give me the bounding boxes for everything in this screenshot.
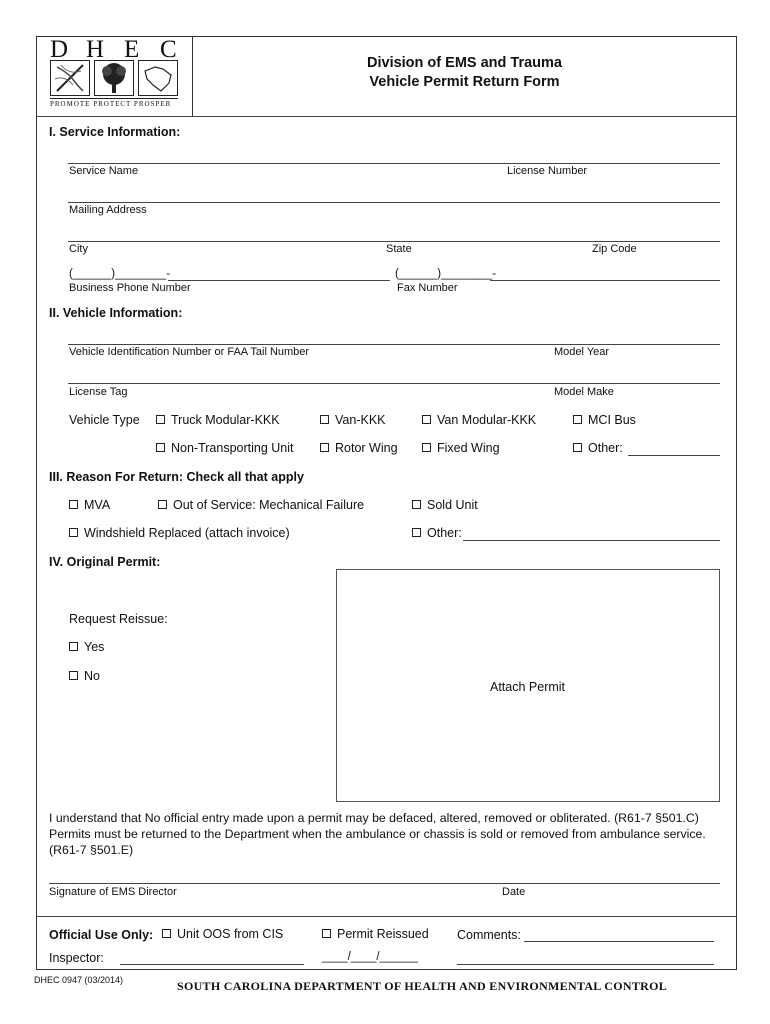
comments-field[interactable] [524, 941, 714, 942]
reason-other-field[interactable] [463, 540, 720, 541]
vin-label: Vehicle Identification Number or FAA Tail Number [69, 346, 310, 358]
checkbox[interactable] [162, 929, 171, 938]
checkbox[interactable] [573, 443, 582, 452]
form-id: DHEC 0947 (03/2014) [34, 975, 124, 985]
comments-field-2[interactable] [457, 964, 714, 965]
option-out-of-service[interactable]: Out of Service: Mechanical Failure [158, 498, 364, 512]
city-state-zip-field[interactable] [68, 241, 720, 242]
section-reason-heading: III. Reason For Return: Check all that apply [49, 470, 304, 484]
official-use-divider [36, 916, 737, 917]
signature-label: Signature of EMS Director [49, 886, 177, 898]
mailing-address-label: Mailing Address [69, 204, 147, 216]
option-rotor-wing[interactable]: Rotor Wing [320, 441, 398, 455]
signature-field[interactable] [49, 883, 720, 884]
checkbox[interactable] [412, 500, 421, 509]
option-mci-bus[interactable]: MCI Bus [573, 413, 636, 427]
section-vehicle-heading: II. Vehicle Information: [49, 306, 183, 320]
service-name-field[interactable] [68, 163, 720, 164]
logo-letter-d: D [50, 36, 69, 63]
checkbox[interactable] [156, 443, 165, 452]
service-name-label: Service Name [69, 165, 139, 177]
logo-panel-right [138, 60, 178, 96]
department-name: SOUTH CAROLINA DEPARTMENT OF HEALTH AND ENVIRONMENTAL CONTROL [176, 979, 668, 993]
model-year-label: Model Year [554, 346, 610, 358]
checkbox[interactable] [320, 415, 329, 424]
palmetto-tree-icon [95, 61, 133, 95]
zip-code-label: Zip Code [592, 243, 637, 255]
option-unit-oos[interactable]: Unit OOS from CIS [162, 927, 283, 941]
city-label: City [69, 243, 88, 255]
option-non-transporting[interactable]: Non-Transporting Unit [156, 441, 294, 455]
fax-number-label: Fax Number [397, 282, 458, 294]
option-permit-reissued[interactable]: Permit Reissued [322, 927, 429, 941]
form-title-line1: Division of EMS and Trauma [367, 55, 562, 71]
option-van-kkk[interactable]: Van-KKK [320, 413, 386, 427]
option-van-modular[interactable]: Van Modular-KKK [422, 413, 536, 427]
checkbox[interactable] [69, 500, 78, 509]
checkbox[interactable] [412, 528, 421, 537]
section-permit-heading: IV. Original Permit: [49, 555, 161, 569]
license-number-label: License Number [507, 165, 588, 177]
state-map-icon [139, 61, 177, 95]
option-truck-modular[interactable]: Truck Modular-KKK [156, 413, 280, 427]
vehicle-other-field[interactable] [628, 455, 720, 456]
attach-permit-label: Attach Permit [490, 680, 566, 694]
checkbox[interactable] [69, 642, 78, 651]
certification-statement [49, 810, 729, 858]
mailing-address-field[interactable] [68, 202, 720, 203]
vin-field[interactable] [68, 344, 720, 345]
inspection-date-field[interactable]: ____/____/______ [322, 951, 418, 963]
form-title-line2: Vehicle Permit Return Form [369, 74, 560, 90]
option-vehicle-other[interactable]: Other: [573, 441, 623, 455]
checkbox[interactable] [158, 500, 167, 509]
license-tag-field[interactable] [68, 383, 720, 384]
option-mva[interactable]: MVA [69, 498, 110, 512]
caduceus-icon [51, 61, 89, 95]
business-phone-field[interactable] [168, 280, 390, 281]
statement-line1: I understand that No official entry made upon a permit may be defaced, altered, removed or obliterated. (R61-7 §501.C) [49, 811, 699, 825]
option-reason-other[interactable]: Other: [412, 526, 462, 540]
checkbox[interactable] [69, 671, 78, 680]
logo-letter-h: H [86, 36, 105, 63]
comments-label: Comments: [457, 928, 521, 942]
logo-panel-left [50, 60, 90, 96]
request-reissue-label: Request Reissue: [69, 612, 168, 626]
checkbox[interactable] [69, 528, 78, 537]
inspector-label: Inspector: [49, 951, 104, 965]
date-label: Date [502, 886, 526, 898]
logo-letter-e: E [124, 36, 140, 63]
checkbox[interactable] [573, 415, 582, 424]
vehicle-type-label: Vehicle Type [69, 413, 140, 427]
checkbox[interactable] [320, 443, 329, 452]
section-service-heading: I. Service Information: [49, 125, 181, 139]
option-windshield[interactable]: Windshield Replaced (attach invoice) [69, 526, 290, 540]
business-phone-label: Business Phone Number [69, 282, 191, 294]
checkbox[interactable] [322, 929, 331, 938]
logo-letter-c: C [160, 36, 177, 63]
inspector-field[interactable] [120, 964, 304, 965]
statement-line2: Permits must be returned to the Department when the ambulance or chassis is sold or removed from ambulance service. [49, 827, 706, 841]
statement-line3: (R61-7 §501.E) [49, 843, 134, 857]
logo-tagline: PROMOTE PROTECT PROSPER [50, 100, 172, 108]
logo-rule [50, 98, 178, 99]
state-label: State [386, 243, 412, 255]
fax-prefix: (______)________- [395, 268, 497, 280]
option-reissue-no[interactable]: No [69, 669, 100, 683]
checkbox[interactable] [156, 415, 165, 424]
official-use-label: Official Use Only: [49, 928, 154, 942]
license-tag-label: License Tag [69, 386, 128, 398]
model-make-label: Model Make [554, 386, 614, 398]
option-reissue-yes[interactable]: Yes [69, 640, 104, 654]
checkbox[interactable] [422, 443, 431, 452]
phone-prefix: (______)________- [69, 268, 171, 280]
checkbox[interactable] [422, 415, 431, 424]
logo-panel-middle [94, 60, 134, 96]
option-fixed-wing[interactable]: Fixed Wing [422, 441, 500, 455]
header-divider-horizontal [36, 116, 737, 117]
fax-number-field[interactable] [490, 280, 720, 281]
option-sold-unit[interactable]: Sold Unit [412, 498, 478, 512]
